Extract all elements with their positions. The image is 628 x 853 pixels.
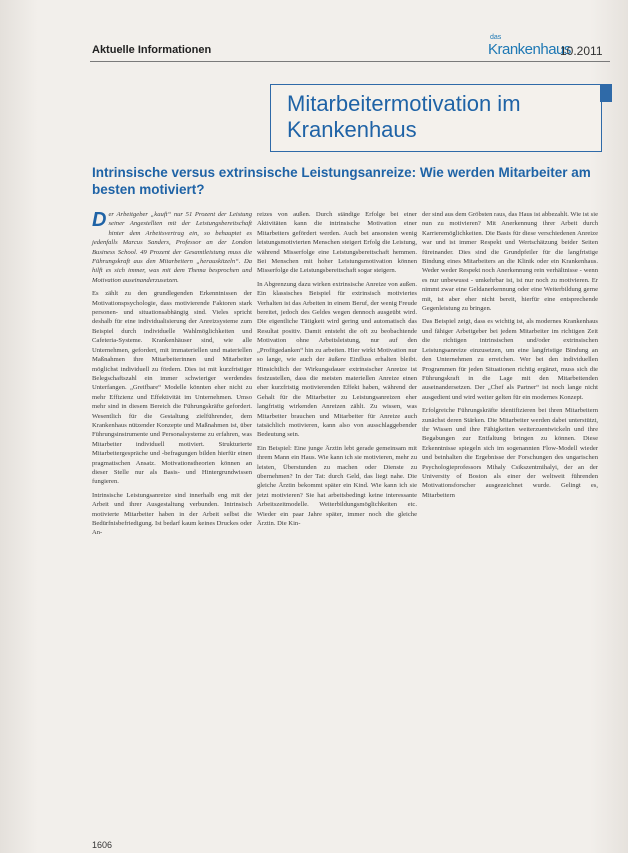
paragraph: Ein Beispiel: Eine junge Ärztin lebt gerade gemeinsam mit ihrem Mann ein Haus. Wie kann ich sie motivieren, mehr zu leisten, Überstunden zu machen oder Dienste zu übernehmen? In der Tat: durch Geld, das liegt nahe. Die gleiche Ärztin bekommt später ein Kind. Wie kann ich sie jetzt motivieren? Sie hat arbeitsbedingt keine interessante Arbeitszeitmodelle. Weiterbildungsmöglichkeiten etc. Wieder ein paar Jahre später, immer noch die gleiche Ärztin. Die Kin- — [257, 444, 417, 527]
title-box — [270, 84, 602, 152]
paragraph: Intrinsische Leistungsanreize sind innerhalb eng mit der Arbeit und ihrer Ausgestaltung verbunden. Intrinsisch motivierte Mitarbeiter haben in der Arbeit selbst die Bedürfnisbefriedigung. Ist bedarf kaum keines Druckes oder An- — [92, 491, 252, 537]
column-2 — [257, 210, 417, 532]
page-header — [90, 34, 610, 64]
logo-small-text: das — [490, 34, 502, 41]
title-accent-bar — [600, 84, 612, 102]
paragraph: reizes von außen. Durch ständige Erfolge bei einer Aktivitäten kann die intrinsische Motivation einer Mitarbeiters gefördert werden. Auch bei ansonsten wenig leistungsmotivierten Menschen steigert Erfolg die Leistung, während Misserfolge eine Leistungsbereitschaft hemmen. Bei Menschen mit hoher Leistungsmotivation können Misserfolge die Leistungsbereitschaft sogar steigern. — [257, 211, 417, 275]
lead-paragraph — [92, 210, 252, 285]
column-3 — [422, 210, 598, 504]
article-title: Mitarbeitermotivation im Krankenhaus — [287, 91, 521, 142]
paragraph: In Abgrenzung dazu wirken extrinsische Anreize von außen. Ein klassisches Beispiel für extrinsisch motiviertes Verhalten ist das Arbeiten in einem Beruf, der wenig Freude bereitet, jedoch des Geldes wegen dennoch ausgeübt wird. Die eigentliche Tätigkeit wird gering und automatisch das Resultat positiv. Damit entsteht die oft zu beobachtende Motivation ohne Arbeitsleistung, nur auf den „Profitgedanken“ hin zu arbeiten. Hier wirkt Motivation nur so lange, wie auch der äußere Einfluss erhalten bleibt. Hinsichtlich der Wirkungsdauer extrinsischer Anreize ist festzustellen, dass die meisten materiellen Anreize einen eher kurzfristig motivierenden Effekt haben, während der Gehalt für die Mitarbeiter zu Leistungsanreizen eher langfristig wirkenden Anreizen zählt. Zu wissen, was Mitarbeiter brauchen und Mitarbeiter für Anreize auch tatsächlich motivieren, kann also von ausschlaggebender Bedeutung sein. — [257, 280, 417, 439]
article-subtitle: Intrinsische versus extrinsische Leistungsanreize: Wie werden Mitarbeiter am besten motiviert? — [92, 165, 591, 197]
drop-cap: D — [92, 209, 107, 231]
paragraph: Erfolgreiche Führungskräfte identifizieren bei ihren Mitarbeitern zunächst deren Stärken. Die Mitarbeiter werden dabei unterstützt, ihr Wissen und ihre Fähigkeiten weiterzuentwickeln und ihre Begabungen zur Entfaltung bringen zu können. Diese Erkenntnisse spiegeln sich im sogenannten Flow-Modell wieder und beinhalten die Ergebnisse der Forschungen des ungarischen Psychologieprofessors Mihaly Csikszentmihalyi, der an der University of Boston als einer der weltweit führenden Motivationsforscher ausgezeichnet wurde. Gelingt es, Mitarbeitern — [422, 407, 598, 499]
lead-text: er Arbeitgeber „kauft“ nur 51 Prozent der Leistung seiner Angestellten mit der Leistungsbereitschaft hinter dem Arbeitsvertrag ein, so behauptet es jedenfalls Marcus Sanders, Professor an der London Business School. 49 Prozent der Gesamtleistung muss die Führungskraft aus den Mitarbeitern „herauskitzeln“. Da hilft es sich immer, was mit dem Thema besprochen und Motivation auseinanderzusetzen. — [92, 211, 252, 284]
journal-logo — [488, 34, 571, 60]
paragraph: der sind aus dem Gröbsten raus, das Haus ist abbezahlt. Wie ist sie nun zu motivieren? Mit Anerkennung ihrer Arbeit durch Karrieremöglichkeiten. Die Basis für diese verschiedenen Anreize war und ist immer Respekt und Wertschätzung beider Seiten füreinander. Dies sind die Grundpfeiler für die langfristige Bindung eines Mitarbeiters an die Klinik oder ein Krankenhaus. Weder weder Respekt noch Anerkennung rein verhältnisse - wenn es nur unbewusst - umkehrbar ist, ist nur noch zu motivieren. Er nimmt zwar eine Geldanerkennung oder eine Weiterbildung gerne mit, ist aber eher nicht bereit, hierfür eine entsprechende Gegenleistung zu bringen. — [422, 211, 598, 313]
header-rule — [90, 61, 610, 62]
issue-number: 10.2011 — [560, 44, 603, 58]
logo-text: Krankenhaus — [488, 41, 571, 58]
column-1 — [92, 210, 252, 542]
paragraph: Es zählt zu den grundlegenden Erkenntnissen der Motivationspsychologie, dass motivierende Faktoren stark personen- und situationsabhängig sind. Vieles spricht deshalb für eine individualisierung der Anreizsysteme zum Beispiel durch individuelle Wahlmöglichkeiten und Cafeteria-Systeme. Krankenhäuser sind, wie alle Unternehmen, gefordert, mit immateriellen und materiellen Maßnahmen ihre Mitarbeiterinnen und Mitarbeiter möglichst individuell zu fördern. Dies ist mit kurzfristiger Belegschaftszahl ein immer schwieriger werdendes Unterfangen. „Greifbare“ Modelle könnten eher nicht zu mehr Effizienz und Effektivität im Unternehmen. Umso mehr sind in diesem Bereich die Führungskräfte gefordert. Wesentlich für die Gestaltung zielführender, dem Krankenhaus nützender Konzepte und Maßnahmen ist, über Führungsinstrumente und Personalsysteme zu erfahren, was Mitarbeiter individuell motiviert. Strukturierte Mitarbeitergespräche und -befragungen bilden hierfür einen pragmatischen Ansatz. Motivationstheorien können an dieser Stelle nur als Basis- und Hintergrundwissen fungieren. — [92, 290, 252, 486]
page-number: 1606 — [92, 840, 113, 850]
section-label: Aktuelle Informationen — [92, 44, 212, 56]
paragraph: Das Beispiel zeigt, dass es wichtig ist, als modernes Krankenhaus und fähiger Arbeitgeber bei jedem Mitarbeiter im richtigen Zeit die richtigen intrinsischen und/oder extrinsischen Leistungsanreize einzusetzen, um eine langfristige Bindung an den Unternehmen zu erreichen. Wer bei den individuellen Programmen für jeden Situationen richtig ergänzt, muss sich die Führungskraft in die Lage mit den Mitarbeitenden auseinandersetzen. Der „Chef als Partner“ ist noch lange nicht ausgedient und wird weiter gelten für ein modernes Konzept. — [422, 318, 598, 401]
